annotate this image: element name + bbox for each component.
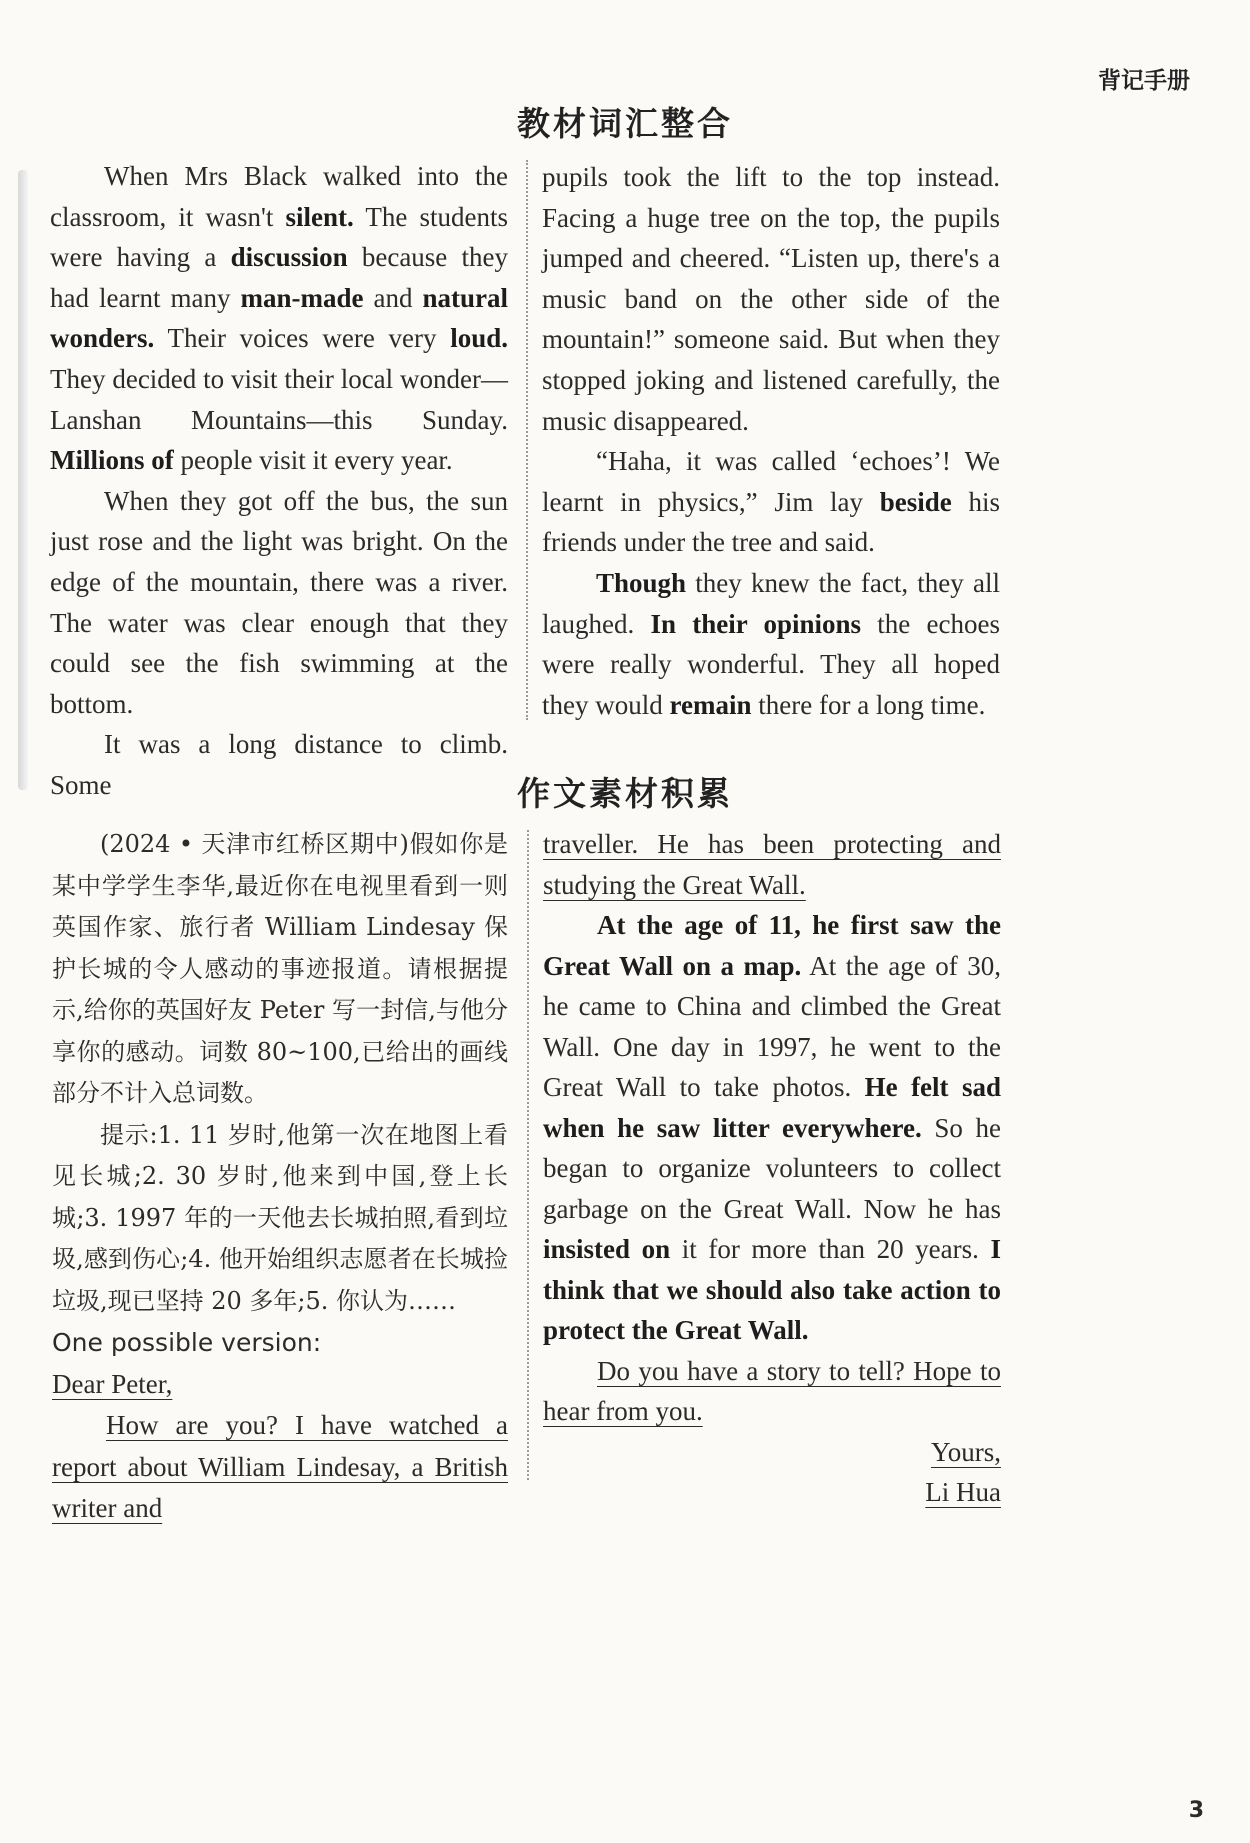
section-title-vocabulary: 教材词汇整合 [517,104,733,143]
letter-signoff: Yours, [930,1436,1001,1467]
letter-signature: Li Hua [925,1477,1001,1507]
column-divider [526,160,528,720]
writing-left-column [52,824,508,1530]
letter-opening: How are you? I have watched a report about William Lindesay, a British writer and [52,1410,508,1523]
letter-paragraph: traveller. He has been protecting and studying the Great Wall. [543,829,1001,900]
writing-right-column [543,824,1001,1513]
vocab-word: Though [596,567,687,598]
story-paragraph: pupils took the lift to the top instead. Facing a huge tree on the top, the pupils jumped and cheered. “Listen up, there's a music band on the other side of the mountain!” someone said. But when they stopped joking and listened carefully, the music disappeared. [542,162,1000,436]
story-left-column [50,156,508,806]
story-paragraph: It was a long distance to climb. Some [50,729,508,800]
vocab-word: discussion [230,242,348,273]
vocab-word: man-made [240,282,364,313]
letter-paragraph: At the age of 11, he first saw the Great Wall on a map. At the age of 30, he came to China and climbed the Great Wall. One day in 1997, he went to the Great Wall to take photos. He felt sad when he saw litter everywhere. So he began to organize volunteers to collect garbage on the Great Wall. Now he has insisted on it for more than 20 years. I think that we should also take action to protect the Great Wall. [543,910,1001,1345]
story-paragraph: When Mrs Black walked into the classroom, it wasn't silent. The students were having a discussion because they had learnt many man-made and natural wonders. Their voices were very loud. They decided to visit their local wonder—Lanshan Mountains—this Sunday. Millions of people visit it every year. [50,161,508,476]
section-title-writing: 作文素材积累 [517,774,733,813]
column-divider [527,830,529,1480]
version-label: One possible version: [52,1328,322,1357]
story-paragraph: When they got off the bus, the sun just rose and the light was bright. On the edge of the mountain, there was a river. The water was clear enough that they could see the fish swimming at the bottom. [50,485,508,719]
story-right-column [542,157,1000,725]
vocab-word: remain [669,689,752,720]
writing-prompt: (2024 • 天津市红桥区期中)假如你是某中学学生李华,最近你在电视里看到一则英国作家、旅行者 William Lindesay 保护长城的令人感动的事迹报道。请根据提示,给你的英国好友 Peter 写一封信,与他分享你的感动。词数 80~100,已给出的画线部分不计入总词数。 [52,830,508,1107]
vocab-word: Millions of [50,445,174,476]
vocab-word: beside [879,486,952,517]
page-number: 3 [1188,1798,1204,1823]
vocab-word: In their opinions [650,608,862,639]
page-binding-edge [18,170,28,790]
writing-hints: 提示:1. 11 岁时,他第一次在地图上看见长城;2. 30 岁时,他来到中国,登上长城;3. 1997 年的一天他去长城拍照,看到垃圾,感到伤心;4. 他开始组织志愿者在长城捡垃圾,现已坚持 20 多年;5. 你认为…… [52,1120,508,1315]
vocab-word: natural wonders. [50,282,508,354]
letter-closing: Do you have a story to tell? Hope to hear from you. [543,1355,1001,1426]
story-paragraph: Though they knew the fact, they all laughed. In their opinions the echoes were really wonderful. They all hoped they would remain there for a long time. [542,567,1000,720]
vocab-word: silent. [285,201,354,232]
page-header-label: 背记手册 [1098,68,1190,94]
vocab-word: loud. [450,323,508,354]
story-paragraph: “Haha, it was called ‘echoes’! We learnt in physics,” Jim lay beside his friends under the tree and said. [542,446,1000,558]
letter-salutation: Dear Peter, [52,1368,173,1399]
